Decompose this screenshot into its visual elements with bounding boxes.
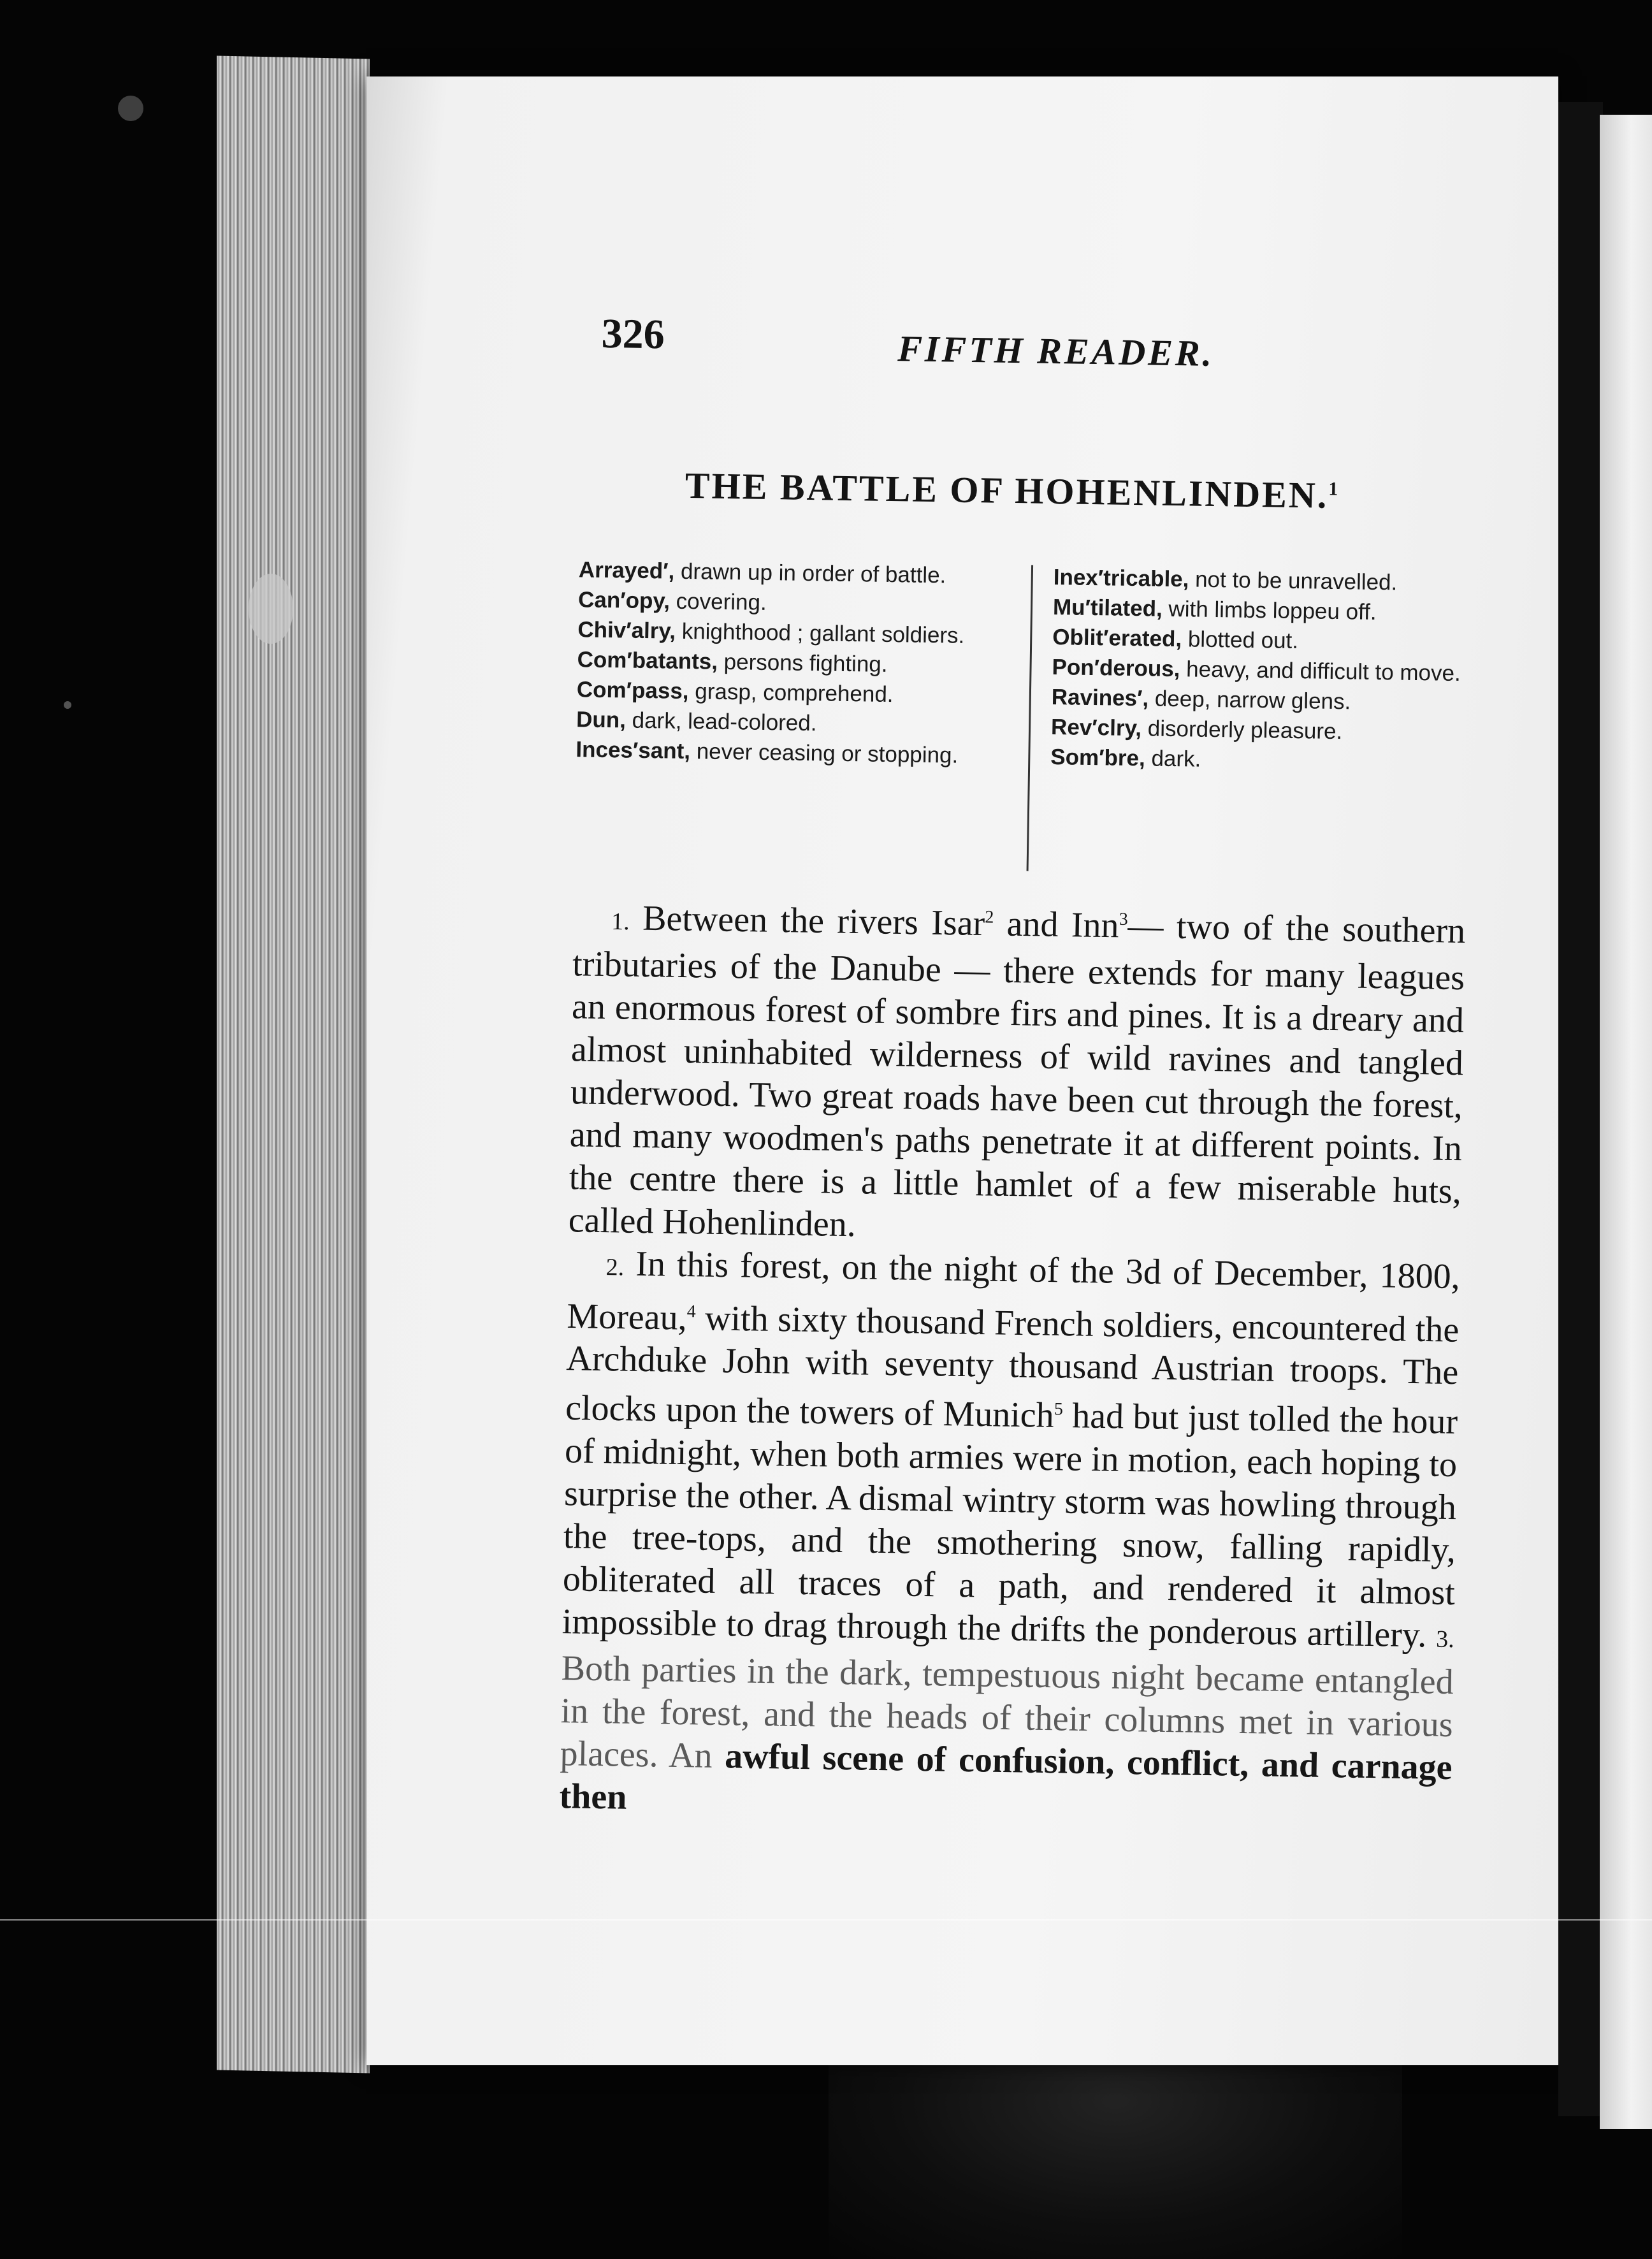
book-page: [366, 76, 1558, 2065]
vocab-definition: covering.: [669, 588, 767, 615]
vocab-definition: persons fighting.: [717, 649, 888, 677]
vocab-word: Arrayed′,: [578, 557, 675, 584]
vocab-word: Oblit′erated,: [1052, 625, 1182, 652]
vocab-word: Rev′clry,: [1050, 714, 1142, 741]
vocab-definition: disorderly pleasure.: [1141, 716, 1343, 745]
footnote-marker: 4: [686, 1301, 697, 1322]
footnote-marker: 3: [1119, 909, 1128, 929]
scan-artifact-line: [0, 1919, 1652, 1921]
vocab-definition: deep, narrow glens.: [1148, 686, 1351, 715]
vocab-word: Chiv′alry,: [577, 617, 676, 644]
vocab-definition: never ceasing or stopping.: [690, 739, 959, 768]
paragraph-text: had but just tolled the hour of midnight, when both armies were in motion, each hoping to surprise the other. A dismal wintry storm was howling through the tree-tops, and the smothering snow, falling rapidly, obliterated all traces of a path, and rendered it almost impossible to drag through the drifts the ponderous artillery.: [562, 1396, 1458, 1655]
lesson-title: [685, 464, 1340, 517]
dust-speck: [249, 574, 293, 644]
lesson-title-text: THE BATTLE OF HOHENLINDEN.: [685, 464, 1329, 516]
page-text-block: [335, 76, 1558, 2084]
vocab-word: Com′pass,: [576, 677, 689, 704]
facing-page-edge: [1600, 115, 1652, 2129]
title-footnote-marker: 1: [1328, 478, 1340, 500]
vocab-definition: dark.: [1145, 746, 1201, 772]
footnote-marker: 5: [1054, 1399, 1064, 1420]
paragraph-text: Between the rivers Isar: [629, 898, 985, 944]
dust-speck: [118, 96, 143, 121]
vocab-word: Inex′tricable,: [1053, 565, 1189, 592]
vocab-word: Ravines′,: [1051, 685, 1149, 711]
vocab-definition: blotted out.: [1181, 627, 1299, 654]
paragraph-2: [559, 1242, 1460, 1832]
vocab-word: Dun,: [576, 707, 627, 733]
book-gutter: [1558, 102, 1603, 2116]
footnote-marker: 2: [985, 907, 994, 927]
paragraph-number: 3.: [1435, 1625, 1455, 1653]
lesson-body: [559, 889, 1466, 1832]
page-number: 326: [601, 310, 665, 358]
paragraph-1: [568, 889, 1466, 1256]
vocab-word: Som′bre,: [1050, 744, 1146, 771]
paragraph-number: 2.: [605, 1253, 625, 1281]
vocabulary-list-left: [576, 555, 1012, 771]
running-head: FIFTH READER.: [897, 328, 1215, 374]
paragraph-number: 1.: [611, 908, 630, 936]
vocab-word: Mu′tilated,: [1052, 595, 1163, 621]
paragraph-text: and Inn: [993, 904, 1120, 946]
vocab-definition: heavy, and difficult to move.: [1180, 657, 1461, 686]
vocab-definition: not to be unravelled.: [1189, 567, 1398, 595]
vocabulary-list-right: [1050, 562, 1493, 779]
vocab-word: Pon′derous,: [1052, 655, 1180, 682]
paragraph-text: awful scene of confusion, conflict, and carnage then: [559, 1736, 1453, 1817]
vocab-definition: knighthood ; gallant soldiers.: [675, 618, 965, 648]
vocabulary-column-divider: [1027, 565, 1034, 871]
vocab-definition: with limbs loppeu off.: [1162, 596, 1377, 625]
vocab-word: Can′opy,: [577, 587, 670, 614]
paragraph-text: with sixty thousand French soldiers, encountered the Archduke John with seventy thousand Austrian troops. The clocks upon the towers of Munich: [565, 1298, 1460, 1436]
vocab-word: Inces′sant,: [576, 737, 691, 764]
vocab-entry: [576, 734, 1010, 771]
vocab-definition: grasp, comprehend.: [688, 679, 894, 708]
paragraph-text: In this forest, on the night of the 3d of December, 1800, Moreau,: [567, 1244, 1461, 1338]
vocab-definition: drawn up in order of battle.: [674, 558, 946, 588]
paragraph-text: Both parties in the dark, tempestuous night became entangled in the forest, and the heads of their columns met in various places. An: [560, 1648, 1454, 1776]
vocab-entry: [1050, 742, 1491, 779]
vocab-definition: dark, lead-colored.: [625, 708, 817, 736]
dust-speck: [64, 701, 71, 709]
paragraph-text: — two of the southern tributaries of the Danube — there extends for many leagues an enormous forest of sombre firs and pines. It is a dreary and almost uninhabited wilderness of wild ravines and tangled underwood. Two great roads have been cut through the forest, and many woodmen's paths penetrate it at different points. In the centre there is a little hamlet of a few miserable huts, called Hohenlinden.: [568, 906, 1466, 1244]
vocab-word: Com′batants,: [577, 647, 718, 674]
